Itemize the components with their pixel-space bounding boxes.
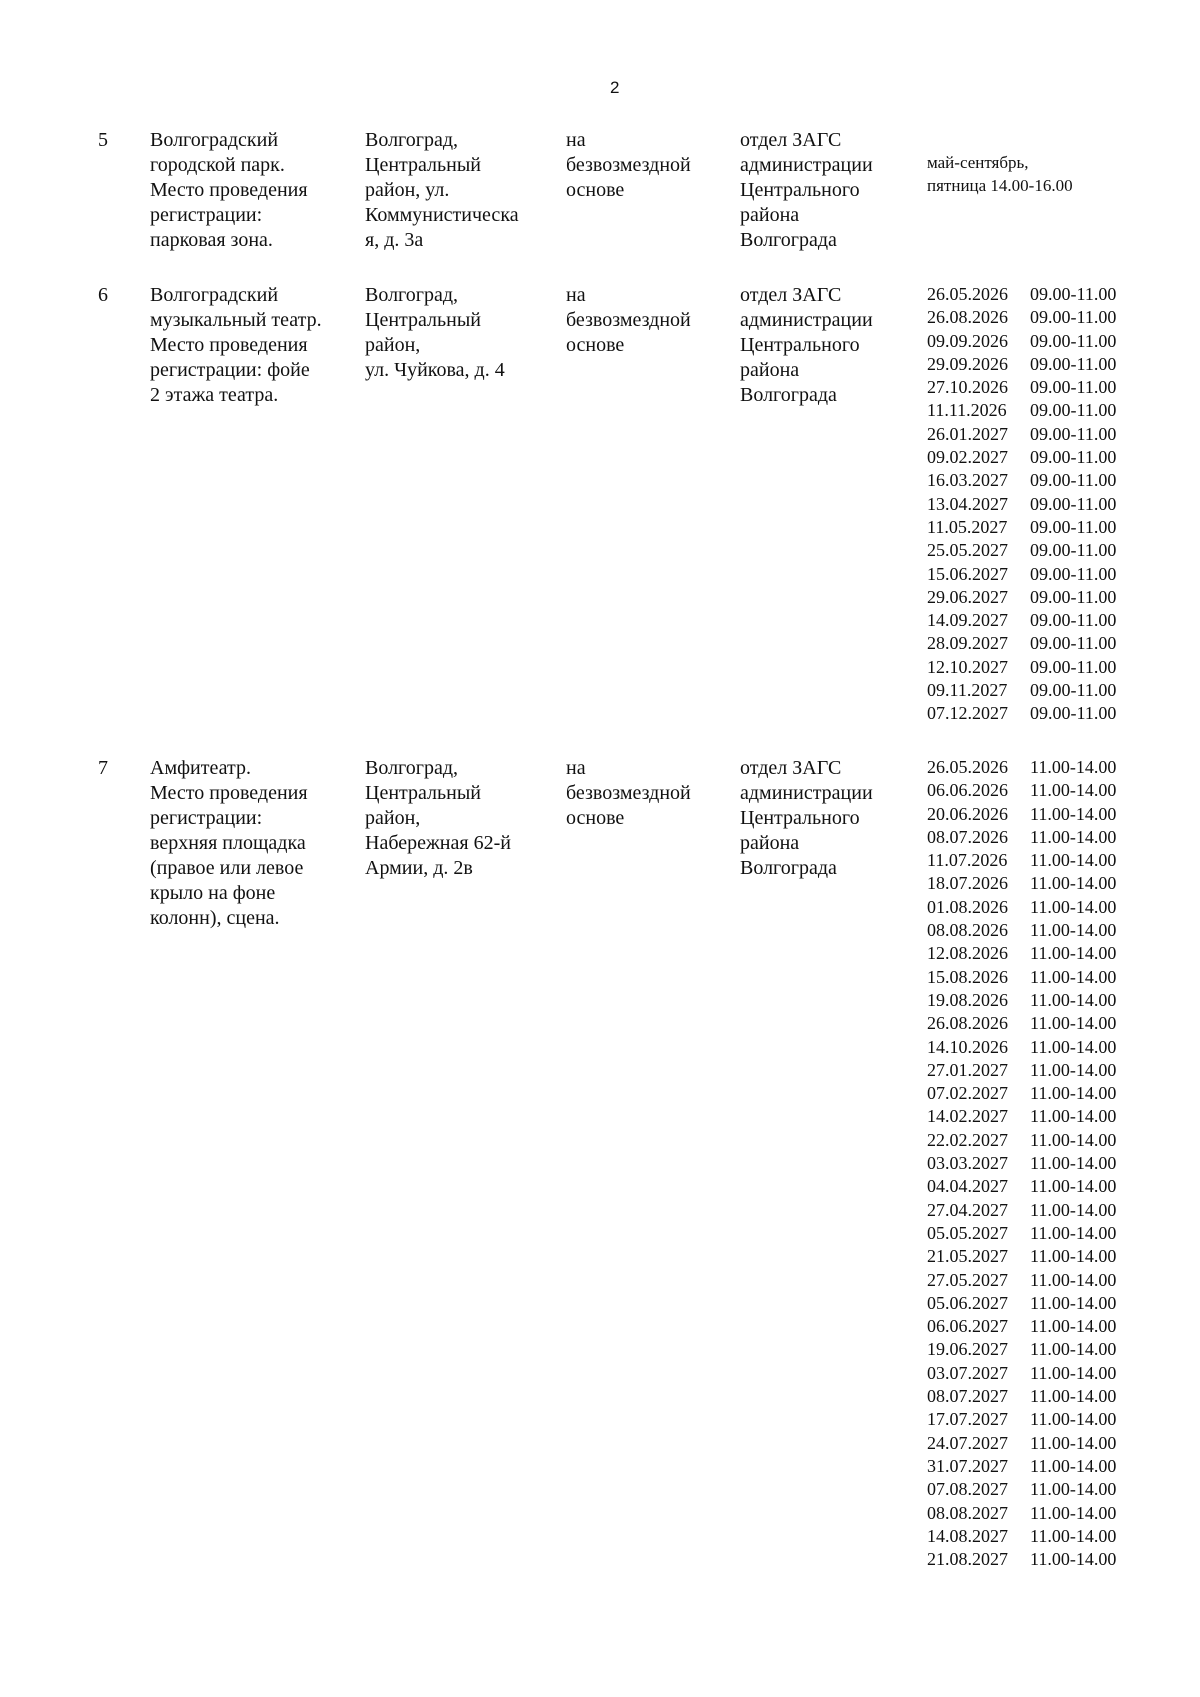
schedule-date: 21.05.2027 [927, 1246, 1008, 1267]
schedule-date: 15.08.2026 [927, 966, 1008, 987]
schedule-time: 11.00-14.00 [1030, 1549, 1117, 1570]
schedule-date: 14.09.2027 [927, 610, 1008, 631]
schedule-time: 09.00-11.00 [1030, 610, 1117, 631]
schedule-time: 09.00-11.00 [1030, 330, 1117, 351]
address-cell: Волгоград, Центральный район, ул. Чуйкова, д. 4 [365, 284, 505, 381]
schedule-time: 11.00-14.00 [1030, 989, 1117, 1010]
schedule-date: 11.07.2026 [927, 850, 1008, 871]
schedule-time: 09.00-11.00 [1030, 633, 1117, 654]
schedule-time: 09.00-11.00 [1030, 703, 1117, 724]
schedule-time: 11.00-14.00 [1030, 1083, 1117, 1104]
schedule-time: 11.00-14.00 [1030, 1432, 1117, 1453]
schedule-entry [927, 632, 1177, 655]
schedule-cell [927, 128, 1177, 221]
schedule-date: 26.05.2026 [927, 284, 1008, 304]
schedule-date: 18.07.2026 [927, 873, 1008, 894]
schedule-date: 26.05.2026 [927, 757, 1008, 777]
schedule-date: 04.04.2027 [927, 1176, 1008, 1197]
schedule-date: 12.10.2027 [927, 656, 1008, 677]
schedule-entry [927, 1199, 1177, 1222]
schedule-entry [927, 1175, 1177, 1198]
schedule-date: 20.06.2026 [927, 803, 1008, 824]
schedule-date: 06.06.2026 [927, 780, 1008, 801]
schedule-time: 09.00-11.00 [1030, 680, 1117, 701]
schedule-date: 24.07.2027 [927, 1432, 1008, 1453]
schedule-entry [927, 446, 1177, 469]
schedule-time: 11.00-14.00 [1030, 920, 1117, 941]
schedule-entry [927, 516, 1177, 539]
row-number: 7 [98, 757, 108, 779]
schedule-date: 09.11.2027 [927, 680, 1008, 701]
schedule-entry [927, 966, 1177, 989]
basis-cell: на безвозмездной основе [566, 129, 691, 201]
schedule-time: 11.00-14.00 [1030, 826, 1117, 847]
schedule-date: 16.03.2027 [927, 470, 1008, 491]
schedule-date: 29.09.2026 [927, 353, 1008, 374]
schedule-entry [927, 493, 1177, 516]
schedule-entry [927, 283, 1177, 306]
schedule-entry [927, 353, 1177, 376]
schedule-entry [927, 423, 1177, 446]
schedule-time: 11.00-14.00 [1030, 1339, 1117, 1360]
basis-cell: на безвозмездной основе [566, 284, 691, 356]
schedule-time: 09.00-11.00 [1030, 447, 1117, 468]
schedule-entry [927, 1152, 1177, 1175]
schedule-time: 11.00-14.00 [1030, 780, 1117, 801]
schedule-cell [927, 756, 1177, 1571]
schedule-date: 21.08.2027 [927, 1549, 1008, 1570]
schedule-time: 11.00-14.00 [1030, 873, 1117, 894]
schedule-time: 09.00-11.00 [1030, 423, 1117, 444]
schedule-time: 11.00-14.00 [1030, 1199, 1117, 1220]
schedule-entry [927, 1222, 1177, 1245]
schedule-entry [927, 1385, 1177, 1408]
schedule-entry [927, 1105, 1177, 1128]
schedule-entry [927, 1129, 1177, 1152]
basis-cell: на безвозмездной основе [566, 757, 691, 829]
schedule-date: 11.11.2026 [927, 400, 1007, 421]
schedule-entry [927, 1478, 1177, 1501]
schedule-date: 01.08.2026 [927, 896, 1008, 917]
schedule-time: 11.00-14.00 [1030, 1386, 1117, 1407]
schedule-date: 14.02.2027 [927, 1106, 1008, 1127]
schedule-date: 08.07.2026 [927, 826, 1008, 847]
schedule-date: 08.08.2026 [927, 920, 1008, 941]
schedule-date: 09.02.2027 [927, 447, 1008, 468]
schedule-entry [927, 919, 1177, 942]
schedule-time: 11.00-14.00 [1030, 1036, 1117, 1057]
schedule-time: 11.00-14.00 [1030, 1153, 1117, 1174]
schedule-time: 09.00-11.00 [1030, 656, 1117, 677]
schedule-entry [927, 539, 1177, 562]
schedule-entry [927, 330, 1177, 353]
schedule-entry [927, 1525, 1177, 1548]
schedule-entry [927, 1082, 1177, 1105]
schedule-time: 11.00-14.00 [1030, 850, 1117, 871]
schedule-entry [927, 1408, 1177, 1431]
schedule-entry [927, 826, 1177, 849]
schedule-date: 05.06.2027 [927, 1292, 1008, 1313]
schedule-time: 11.00-14.00 [1030, 1455, 1117, 1476]
schedule-entry [927, 1245, 1177, 1268]
schedule-time: 11.00-14.00 [1030, 1525, 1117, 1546]
schedule-time: 09.00-11.00 [1030, 377, 1117, 398]
schedule-date: 27.05.2027 [927, 1269, 1008, 1290]
schedule-date: 17.07.2027 [927, 1409, 1008, 1430]
schedule-entry [927, 306, 1177, 329]
schedule-time: 09.00-11.00 [1030, 470, 1117, 491]
schedule-entry [927, 563, 1177, 586]
address-cell: Волгоград, Центральный район, Набережная 62-й Армии, д. 2в [365, 757, 511, 879]
schedule-date: 14.10.2026 [927, 1036, 1008, 1057]
schedule-time: 11.00-14.00 [1030, 1106, 1117, 1127]
schedule-time: 11.00-14.00 [1030, 943, 1117, 964]
schedule-entry [927, 872, 1177, 895]
schedule-time: 11.00-14.00 [1030, 803, 1117, 824]
schedule-date: 25.05.2027 [927, 540, 1008, 561]
department-cell: отдел ЗАГС администрации Центрального района Волгограда [740, 757, 873, 879]
page-number: 2 [610, 78, 620, 97]
schedule-time: 09.00-11.00 [1030, 307, 1117, 328]
schedule-time: 09.00-11.00 [1030, 353, 1117, 374]
schedule-time: 09.00-11.00 [1030, 563, 1117, 584]
schedule-date: 28.09.2027 [927, 633, 1008, 654]
schedule-entry [927, 1012, 1177, 1035]
schedule-entry [927, 1315, 1177, 1338]
schedule-text: май-сентябрь, пятница 14.00-16.00 [927, 153, 1073, 196]
schedule-entry [927, 803, 1177, 826]
venue-cell: Волгоградский городской парк. Место проведения регистрации: парковая зона. [150, 129, 308, 251]
schedule-time: 11.00-14.00 [1030, 1479, 1117, 1500]
schedule-time: 11.00-14.00 [1030, 1222, 1117, 1243]
schedule-time: 11.00-14.00 [1030, 1409, 1117, 1430]
schedule-entry [927, 586, 1177, 609]
schedule-entry [927, 469, 1177, 492]
schedule-cell [927, 283, 1177, 726]
schedule-time: 11.00-14.00 [1030, 896, 1117, 917]
schedule-date: 03.07.2027 [927, 1362, 1008, 1383]
schedule-date: 11.05.2027 [927, 516, 1008, 537]
schedule-entry [927, 679, 1177, 702]
schedule-date: 12.08.2026 [927, 943, 1008, 964]
schedule-date: 31.07.2027 [927, 1455, 1008, 1476]
schedule-entry [927, 989, 1177, 1012]
schedule-time: 09.00-11.00 [1030, 586, 1117, 607]
schedule-date: 26.01.2027 [927, 423, 1008, 444]
schedule-time: 09.00-11.00 [1030, 284, 1117, 304]
schedule-entry [927, 1292, 1177, 1315]
schedule-time: 09.00-11.00 [1030, 540, 1117, 561]
schedule-entry [927, 656, 1177, 679]
schedule-time: 11.00-14.00 [1030, 1059, 1117, 1080]
schedule-time: 09.00-11.00 [1030, 516, 1117, 537]
schedule-time: 11.00-14.00 [1030, 1292, 1117, 1313]
schedule-time: 09.00-11.00 [1030, 493, 1117, 514]
schedule-date: 19.06.2027 [927, 1339, 1008, 1360]
schedule-entry [927, 376, 1177, 399]
schedule-date: 07.12.2027 [927, 703, 1008, 724]
department-cell: отдел ЗАГС администрации Центрального района Волгограда [740, 284, 873, 406]
schedule-date: 05.05.2027 [927, 1222, 1008, 1243]
venue-cell: Волгоградский музыкальный театр. Место проведения регистрации: фойе 2 этажа театра. [150, 284, 322, 406]
schedule-entry [927, 1059, 1177, 1082]
schedule-time: 11.00-14.00 [1030, 1129, 1117, 1150]
schedule-time: 11.00-14.00 [1030, 757, 1117, 777]
address-cell: Волгоград, Центральный район, ул. Коммунистическа я, д. 3а [365, 129, 519, 251]
schedule-entry [927, 756, 1177, 779]
schedule-date: 19.08.2026 [927, 989, 1008, 1010]
schedule-time: 11.00-14.00 [1030, 1246, 1117, 1267]
schedule-date: 27.01.2027 [927, 1059, 1008, 1080]
schedule-date: 15.06.2027 [927, 563, 1008, 584]
schedule-entry [927, 1502, 1177, 1525]
schedule-date: 09.09.2026 [927, 330, 1008, 351]
schedule-time: 11.00-14.00 [1030, 1269, 1117, 1290]
schedule-entry [927, 942, 1177, 965]
schedule-entry [927, 1432, 1177, 1455]
row-number: 6 [98, 284, 108, 306]
schedule-entry [927, 1036, 1177, 1059]
schedule-date: 08.07.2027 [927, 1386, 1008, 1407]
schedule-date: 29.06.2027 [927, 586, 1008, 607]
schedule-entry [927, 609, 1177, 632]
schedule-time: 11.00-14.00 [1030, 1316, 1117, 1337]
schedule-entry [927, 779, 1177, 802]
schedule-entry [927, 849, 1177, 872]
schedule-time: 11.00-14.00 [1030, 1013, 1117, 1034]
schedule-date: 03.03.2027 [927, 1153, 1008, 1174]
row-number: 5 [98, 129, 108, 151]
schedule-entry [927, 702, 1177, 725]
schedule-date: 27.10.2026 [927, 377, 1008, 398]
schedule-date: 13.04.2027 [927, 493, 1008, 514]
schedule-entry [927, 399, 1177, 422]
schedule-date: 26.08.2026 [927, 307, 1008, 328]
venue-cell: Амфитеатр. Место проведения регистрации: верхняя площадка (правое или левое крыло на фоне колонн), сцена. [150, 757, 308, 929]
schedule-time: 11.00-14.00 [1030, 1176, 1117, 1197]
schedule-time: 11.00-14.00 [1030, 966, 1117, 987]
schedule-time: 11.00-14.00 [1030, 1362, 1117, 1383]
schedule-entry [927, 1548, 1177, 1571]
schedule-entry [927, 1338, 1177, 1361]
schedule-date: 08.08.2027 [927, 1502, 1008, 1523]
department-cell: отдел ЗАГС администрации Центрального района Волгограда [740, 129, 873, 251]
schedule-date: 07.02.2027 [927, 1083, 1008, 1104]
schedule-entry [927, 1269, 1177, 1292]
schedule-date: 07.08.2027 [927, 1479, 1008, 1500]
schedule-entry [927, 1362, 1177, 1385]
schedule-date: 14.08.2027 [927, 1525, 1008, 1546]
schedule-entry [927, 1455, 1177, 1478]
schedule-entry [927, 896, 1177, 919]
schedule-date: 27.04.2027 [927, 1199, 1008, 1220]
schedule-date: 06.06.2027 [927, 1316, 1008, 1337]
schedule-time: 09.00-11.00 [1030, 400, 1117, 421]
schedule-time: 11.00-14.00 [1030, 1502, 1117, 1523]
schedule-date: 22.02.2027 [927, 1129, 1008, 1150]
schedule-date: 26.08.2026 [927, 1013, 1008, 1034]
